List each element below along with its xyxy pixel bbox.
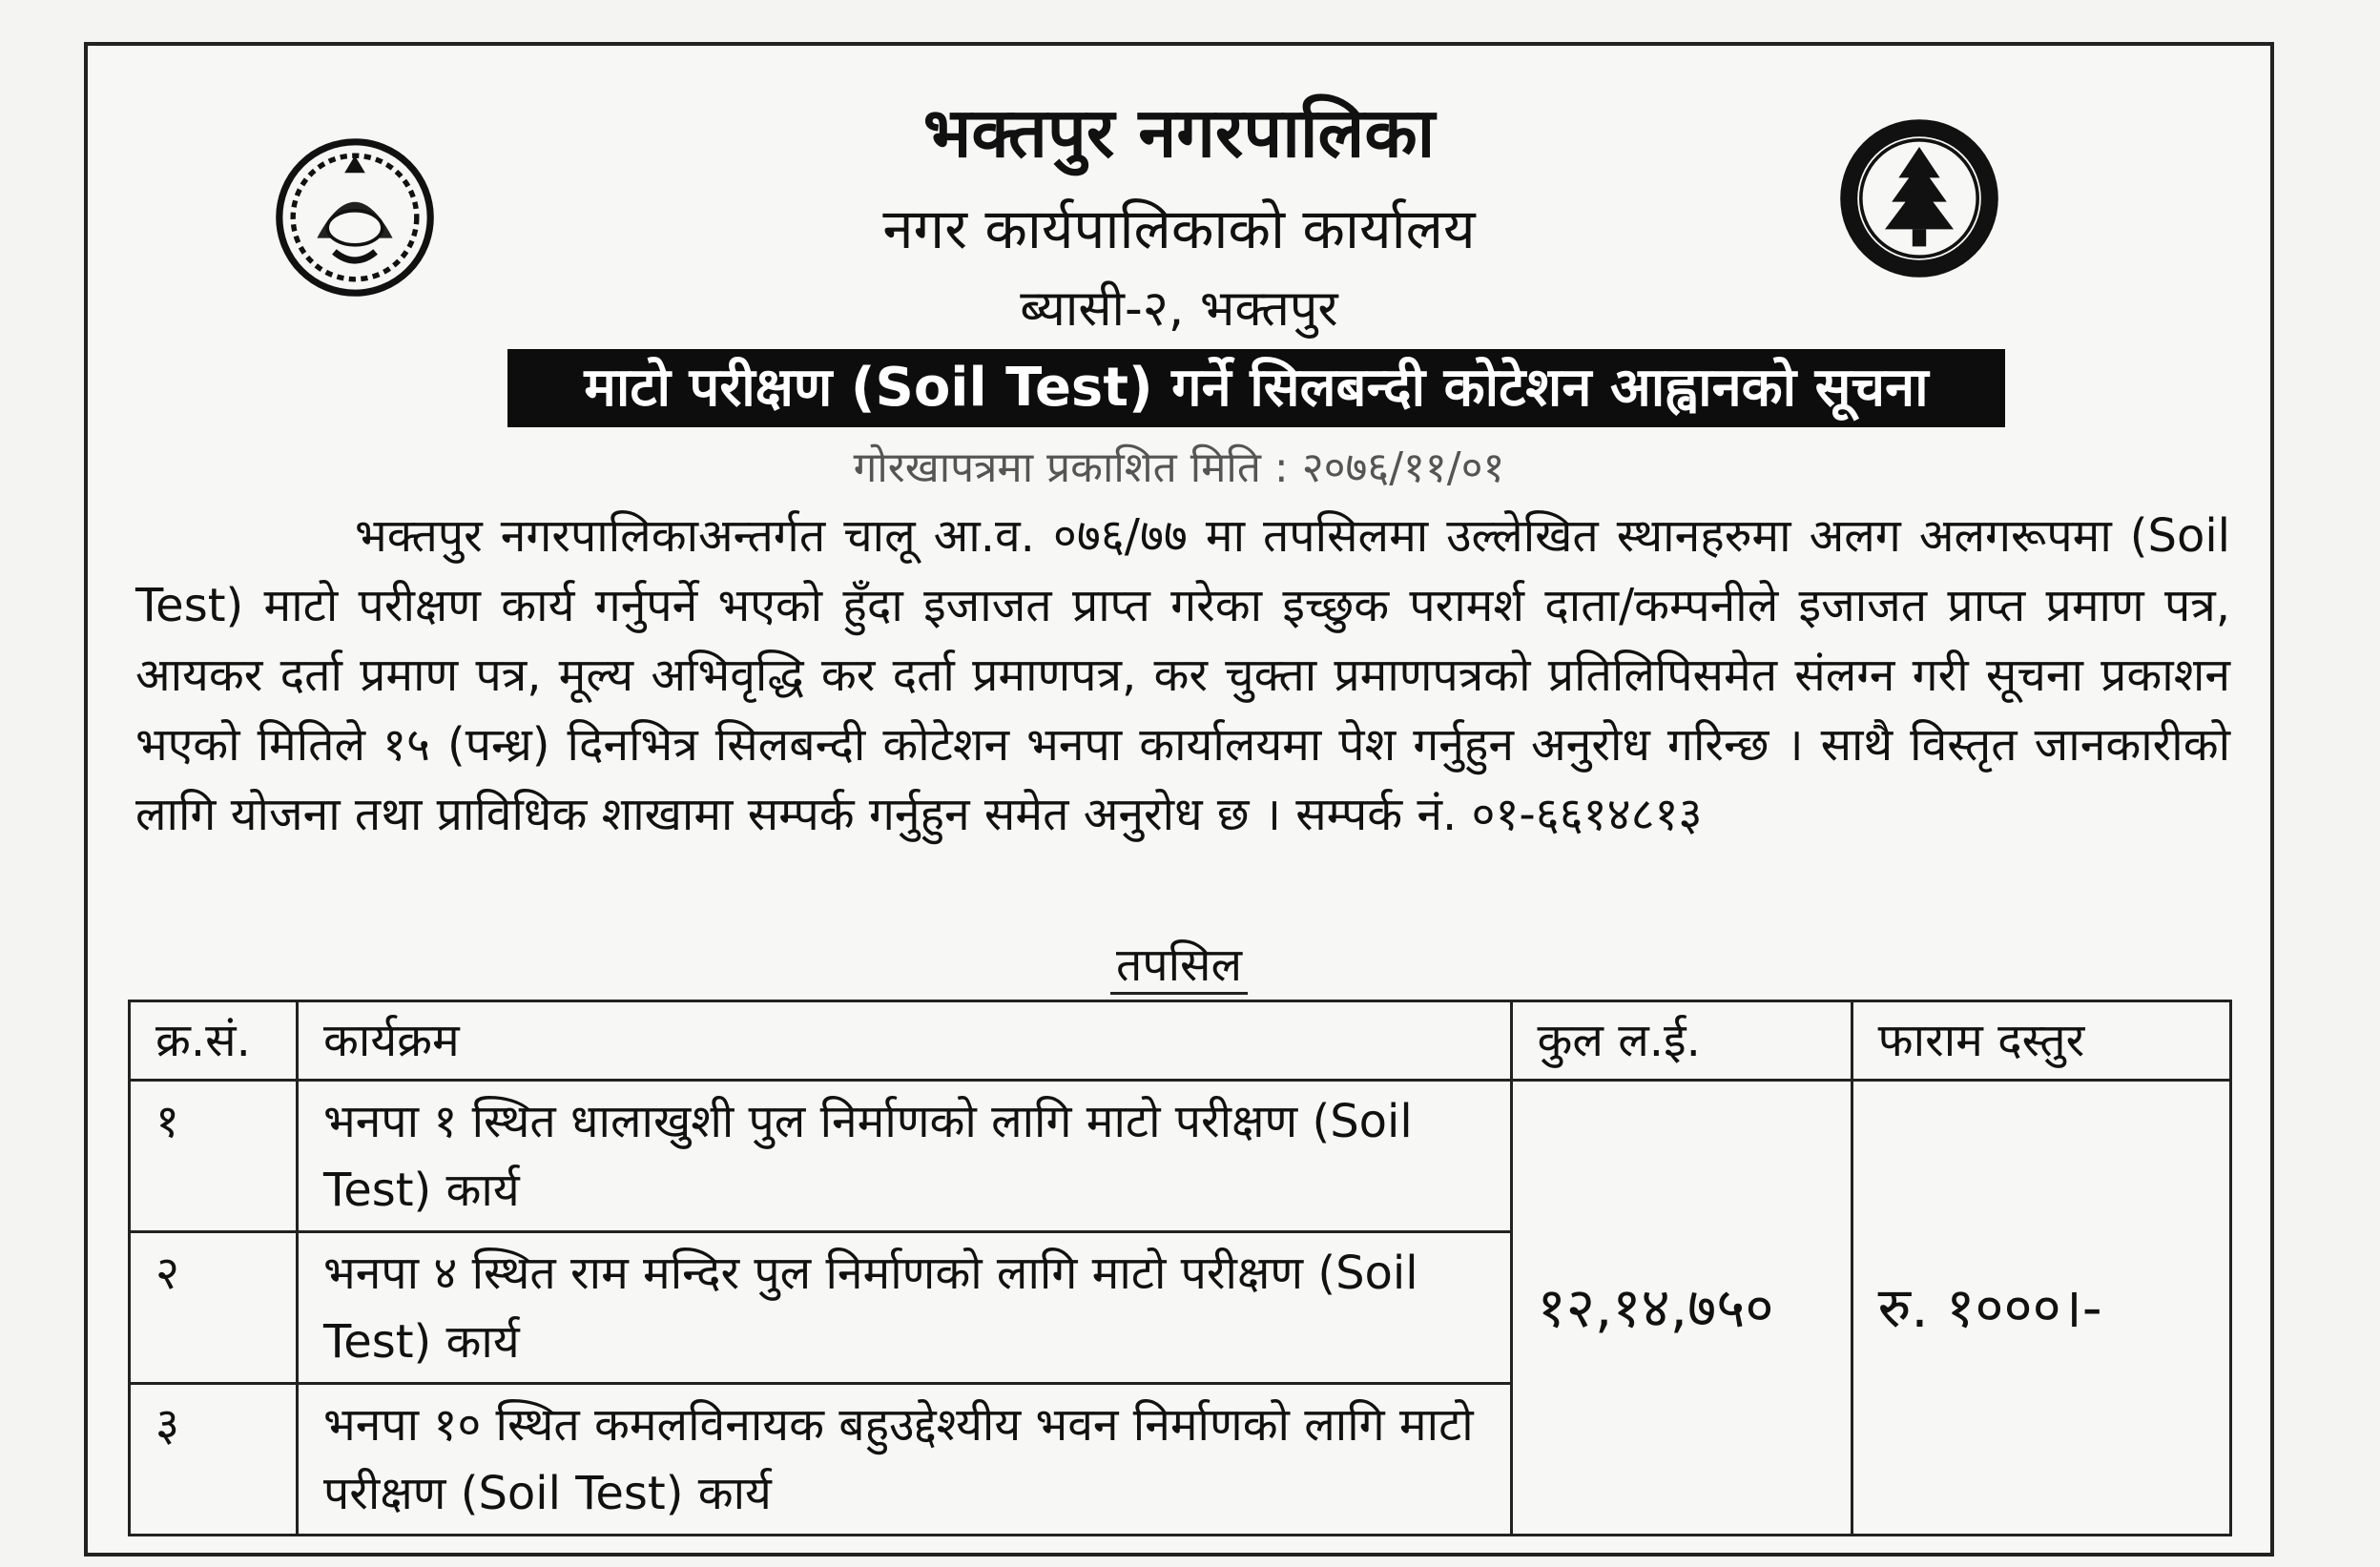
row-sn: ३ (130, 1384, 298, 1536)
notice-frame (84, 42, 2274, 1557)
tapasil-heading-label: तपसिल (1110, 938, 1248, 995)
row-program: भनपा १० स्थित कमलविनायक बहुउद्देश्यीय भवन निर्माणको लागि माटो परीक्षण (Soil Test) कार्य (298, 1384, 1512, 1536)
column-header-sn: क्र.सं. (130, 1001, 298, 1081)
total-estimate-cell: १२,१४,७५० (1511, 1081, 1852, 1536)
publication-date: गोरखापत्रमा प्रकाशित मिति : २०७६/११/०१ (853, 443, 1505, 492)
tapasil-heading (88, 933, 2270, 995)
column-header-total-estimate: कुल ल.ई. (1511, 1001, 1852, 1081)
table-header-row (130, 1001, 2231, 1081)
office-address: ब्यासी-२, भक्तपुर (1020, 280, 1338, 338)
row-sn: २ (130, 1232, 298, 1384)
form-fee-cell: रु. १०००।- (1852, 1081, 2230, 1536)
office-name: नगर कार्यपालिकाको कार्यालय (882, 196, 1476, 261)
notice-body: भक्तपुर नगरपालिकाअन्तर्गत चालू आ.व. ०७६/७७ मा तपसिलमा उल्लेखित स्थानहरुमा अलग अलगरूपमा (Soil Test) माटो परीक्षण कार्य गर्नुपर्ने भएको हुँदा इजाजत प्राप्त गरेका इच्छुक परामर्श दाता/कम्पनीले इजाजत प्राप्त प्रमाण पत्र, आयकर दर्ता प्रमाण पत्र, मूल्य अभिवृद्धि कर दर्ता प्रमाणपत्र, कर चुक्ता प्रमाणपत्रको प्रतिलिपिसमेत संलग्न गरी सूचना प्रकाशन भएको मितिले १५ (पन्ध्र) दिनभित्र सिलबन्दी कोटेशन भनपा कार्यालयमा पेश गर्नुहुन अनुरोध गरिन्छ । साथै विस्तृत जानकारीको लागि योजना तथा प्राविधिक शाखामा सम्पर्क गर्नुहुन समेत अनुरोध छ । सम्पर्क नं. ०१-६६१४८१३ (135, 509, 2230, 841)
column-header-form-fee: फाराम दस्तुर (1852, 1001, 2230, 1081)
row-program: भनपा ४ स्थित राम मन्दिर पुल निर्माणको लागि माटो परीक्षण (Soil Test) कार्य (298, 1232, 1512, 1384)
org-name: भक्तपुर नगरपालिका (922, 93, 1436, 173)
notice-title: माटो परीक्षण (Soil Test) गर्ने सिलबन्दी कोटेशन आह्वानको सूचना (507, 349, 2005, 427)
table-row (130, 1081, 2231, 1232)
column-header-program: कार्यक्रम (298, 1001, 1512, 1081)
row-program: भनपा १ स्थित धालाखुशी पुल निर्माणको लागि माटो परीक्षण (Soil Test) कार्य (298, 1081, 1512, 1232)
tapasil-table (128, 1000, 2232, 1536)
row-sn: १ (130, 1081, 298, 1232)
